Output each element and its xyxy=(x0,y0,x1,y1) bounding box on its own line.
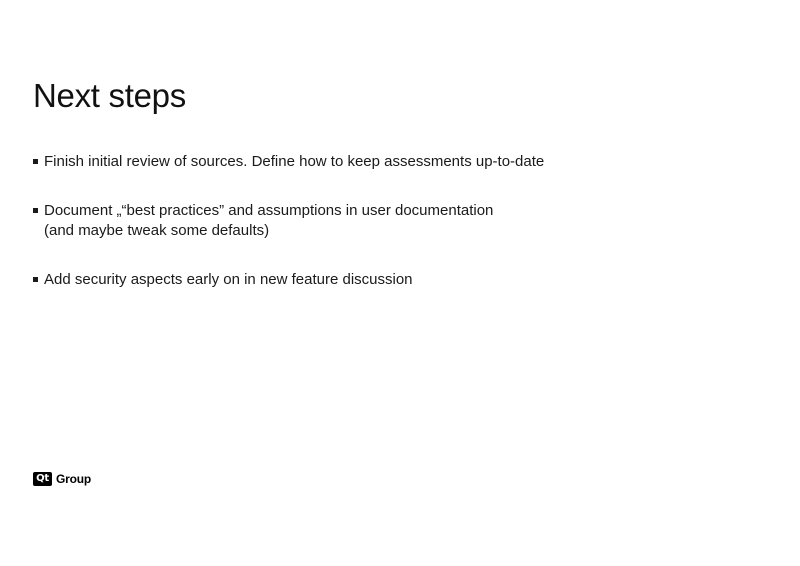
bullet-item xyxy=(33,201,753,241)
bullet-marker-icon xyxy=(33,159,38,164)
bullet-text: Add security aspects early on in new feature discussion xyxy=(44,271,413,288)
qt-logo-icon xyxy=(33,472,52,486)
bullet-marker-icon xyxy=(33,208,38,213)
bullet-list xyxy=(33,152,753,290)
bullet-text: Finish initial review of sources. Define how to keep assessments up-to-date xyxy=(44,153,545,170)
bullet-text: Document „“best practices” and assumptions in user documentation xyxy=(44,202,494,219)
qt-group-logo xyxy=(33,471,91,486)
bullet-marker-icon xyxy=(33,277,38,282)
bullet-text-continuation: (and maybe tweak some defaults) xyxy=(44,222,270,239)
logo-wordmark: Group xyxy=(56,471,91,486)
qt-logo-mark: Qt xyxy=(36,472,49,484)
slide-title: Next steps xyxy=(33,77,186,114)
bullet-item xyxy=(33,152,753,172)
bullet-item xyxy=(33,270,753,290)
